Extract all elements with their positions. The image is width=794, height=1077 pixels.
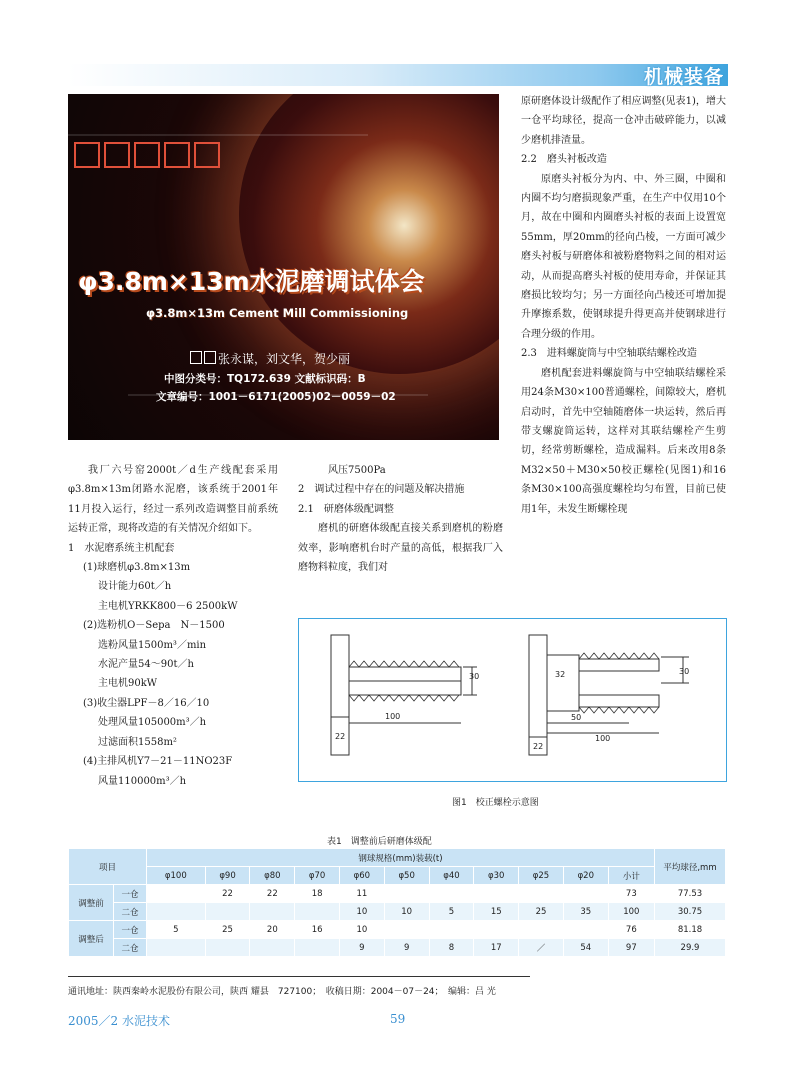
bolt-figure [298,618,727,782]
table-cell: 97 [608,939,654,957]
header-size: 小计 [608,867,654,885]
equipment-spec-item: (1)球磨机φ3.8m×13m [83,562,191,574]
article-authors: 张永谋，刘文华，贺少丽 [190,350,350,367]
table-cell: 9 [340,939,385,957]
table-cell [147,939,206,957]
table-cell: 20 [250,921,295,939]
section-heading-2: 2 调试过程中存在的问题及解决措施 [298,484,465,496]
group-label: 调整后 [69,921,114,957]
table-cell [519,885,564,903]
paragraph-2-1-cont: 原研磨体设计级配作了相应调整(见表1)，增大一仓平均球径，提高一仓冲击破碎能力，以减少磨机排渣量。 [521,96,726,146]
table-cell: 76 [608,921,654,939]
header-size: φ90 [205,867,250,885]
average-cell: 77.53 [655,885,726,903]
right-dim-head: 32 [555,670,566,679]
header-average: 平均球径,mm [655,849,726,885]
title-banner [68,94,499,440]
chamber-label: 一仓 [114,885,147,903]
table-cell [147,885,206,903]
left-dim-height: 30 [469,672,480,681]
equipment-spec-item: 过滤面积1558m² [98,736,177,748]
table-cell [474,885,519,903]
table-cell: 9 [384,939,429,957]
header-item: 项目 [69,849,147,885]
journal-name: 2005／2 水泥技术 [68,1014,170,1028]
table-cell: 16 [295,921,340,939]
header-size: φ40 [429,867,474,885]
header-size: φ30 [474,867,519,885]
footnote-rule [68,976,530,977]
chamber-label: 一仓 [114,921,147,939]
table-cell: 73 [608,885,654,903]
average-cell: 30.75 [655,903,726,921]
table-cell: 5 [147,921,206,939]
right-dim-length: 100 [595,734,611,743]
column-3 [521,92,726,519]
banner-stripe [68,134,368,136]
section-heading-1: 1 水泥磨系统主机配套 [68,542,175,554]
header-size: φ80 [250,867,295,885]
left-dim-flange: 22 [335,732,346,741]
table-cell [563,885,608,903]
table-caption: 表1 调整前后研磨体级配 [327,837,432,847]
table-cell [250,939,295,957]
table-cell: 8 [429,939,474,957]
chamber-label: 二仓 [114,903,147,921]
table-cell: 17 [474,939,519,957]
equipment-spec-item: 选粉风量1500m³／min [98,639,207,651]
left-dim-length: 100 [385,712,401,721]
ball-grading-table [68,848,726,957]
figure-caption: 图1 校正螺栓示意图 [452,798,539,808]
table-cell [384,921,429,939]
banner-glow [239,94,499,374]
table-cell: 25 [205,921,250,939]
table-row [69,885,726,903]
table-cell: 22 [205,885,250,903]
equipment-spec-item: 处理风量105000m³／h [98,717,207,729]
classification-number: 中图分类号：TQ172.639 文献标识码：B [164,373,366,385]
banner-boxes [74,142,220,168]
group-label: 调整前 [69,885,114,921]
paragraph-2-1: 磨机的研磨体级配直接关系到磨机的粉磨效率，影响磨机台时产量的高低，根据我厂入磨物料粒度，我们对 [298,523,503,574]
footer-note: 通讯地址：陕西秦岭水泥股份有限公司，陕西 耀县 727100； 收稿日期：2004－07－24； 编辑：吕 光 [68,987,496,997]
chamber-label: 二仓 [114,939,147,957]
equipment-spec-item: (2)选粉机O－Sepa N－1500 [83,620,225,632]
section-tag: 机械装备 [643,66,724,88]
equipment-spec-item: 设计能力60t／h [98,581,172,593]
table-cell [429,885,474,903]
article-title: φ3.8m×13m水泥磨调试体会 [78,267,425,296]
right-dim-flange: 22 [533,742,544,751]
intro-paragraph: 我厂六号窑2000t／d生产线配套采用φ3.8m×13m闭路水泥磨，该系统于2001年11月投入运行，经过一系列改造调整目前系统运转正常，现将改造的有关情况介绍如下。 [68,465,278,535]
equipment-spec-item: 主电机90kW [98,678,158,690]
right-dim-short: 50 [571,713,582,722]
header-size: φ20 [563,867,608,885]
table-row [69,921,726,939]
section-heading-2-2: 2.2 磨头衬板改造 [521,154,607,166]
spec-continued: 风压7500Pa [328,465,386,476]
table-cell: ／ [519,939,564,957]
table-cell: 54 [563,939,608,957]
equipment-spec-item: (4)主排风机Y7－21－11NO23F [83,756,233,768]
table-row [69,903,726,921]
table-cell: 25 [519,903,564,921]
header-size: φ100 [147,867,206,885]
table-cell: 11 [340,885,385,903]
table-cell: 18 [295,885,340,903]
column-2 [298,461,503,577]
table-row [69,939,726,957]
table-cell: 10 [384,903,429,921]
left-thread-upper [349,667,461,681]
table-cell: 10 [340,903,385,921]
table-cell: 22 [250,885,295,903]
table-cell [563,921,608,939]
equipment-spec-item: 水泥产量54～90t／h [98,659,194,671]
table-cell: 35 [563,903,608,921]
bolt-diagram [299,619,726,781]
average-cell: 29.9 [655,939,726,957]
equipment-spec-item: (3)收尘器LPF－8／16／10 [83,697,210,709]
header-size: φ60 [340,867,385,885]
paragraph-2-2: 原磨头衬板分为内、中、外三圈，中圈和内圈不均匀磨损现象严重，在生产中仅用10个月，故在中圈和内圈磨头衬板的表面上设置宽55mm，厚20mm的径向凸棱，一方面可减少磨头衬板与研磨体和被粉磨物料之间的相对运动，从而提高磨头衬板的使用寿命，并保证其磨损比较均匀；另一方面径向凸棱还可增加提升摩擦系数，使钢球提升得更高并使钢球进行合理分级的作用。 [521,173,726,340]
table-cell [205,939,250,957]
paragraph-2-3: 磨机配套进料螺旋筒与中空轴联结螺栓采用24条M30×100普通螺栓，间隙较大，磨机启动时，首先中空轴随磨体一块运转，然后再带支螺旋筒运转，这样对其联结螺栓产生剪切，经常剪断螺栓，造成漏料。后来改用8条M32×50＋M30×50校正螺栓(见图1)和16条M30×100高强度螺栓均匀布置，目前已使用1年，未发生断螺栓现 [521,367,726,515]
header-size: φ50 [384,867,429,885]
table-cell [147,903,206,921]
table-cell [250,903,295,921]
table-cell [474,921,519,939]
section-heading-2-3: 2.3 进料螺旋筒与中空轴联结螺栓改造 [521,348,697,360]
equipment-spec-item: 主电机YRKK800－6 2500kW [98,600,238,612]
header-band [68,64,728,86]
table-cell [384,885,429,903]
table-cell: 10 [340,921,385,939]
equipment-list [68,558,278,791]
table-cell [205,903,250,921]
header-group: 钢球规格(mm)装载(t) [147,849,655,867]
section-heading-2-1: 2.1 研磨体级配调整 [298,503,394,515]
article-number: 文章编号：1001－6171(2005)02－0059－02 [156,391,396,403]
table-cell: 100 [608,903,654,921]
right-thread-lower [579,695,659,707]
column-1 [68,461,278,791]
right-bolt-head [547,655,579,711]
table-cell [519,921,564,939]
table-cell: 5 [429,903,474,921]
right-thread-upper [579,659,659,671]
header-size: φ25 [519,867,564,885]
table-cell [295,939,340,957]
equipment-spec-item: 风量110000m³／h [98,775,187,787]
left-thread-lower [349,681,461,695]
average-cell: 81.18 [655,921,726,939]
page-number: 59 [390,1012,406,1026]
table-cell: 15 [474,903,519,921]
right-dim-height: 30 [679,667,690,676]
table-cell [295,903,340,921]
table-cell [429,921,474,939]
article-subtitle: φ3.8m×13m Cement Mill Commissioning [146,306,409,320]
header-size: φ70 [295,867,340,885]
